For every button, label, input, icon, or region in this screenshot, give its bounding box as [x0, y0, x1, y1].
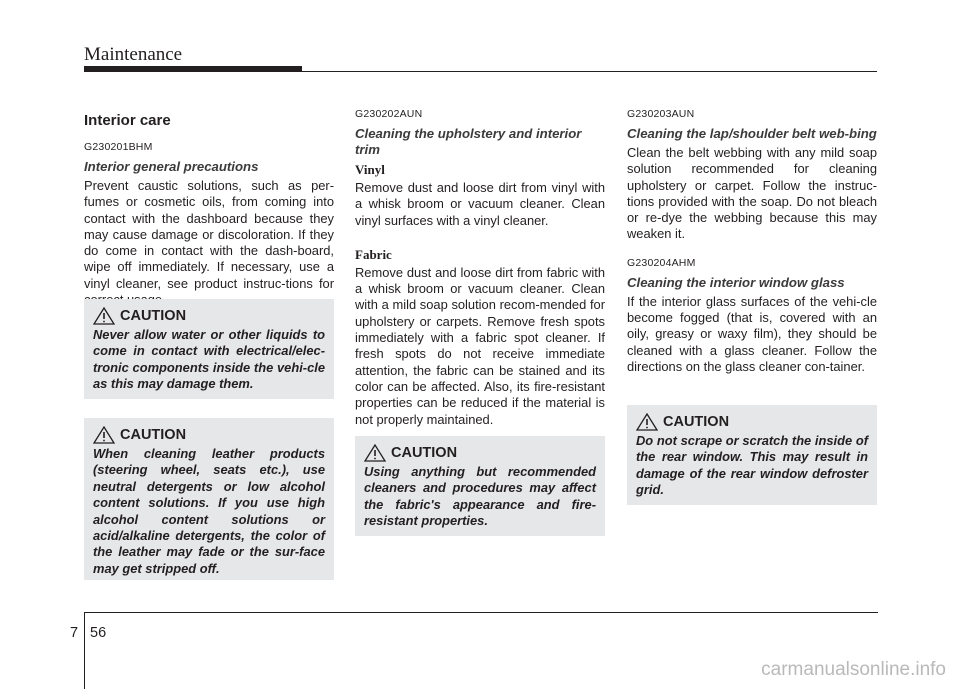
vinyl-label: Vinyl: [355, 162, 385, 177]
caution-title: [93, 426, 325, 444]
section-heading: Interior care: [84, 112, 171, 129]
subsection-heading: Interior general precautions: [84, 159, 259, 174]
footer-rule: [84, 612, 878, 613]
column-3: [627, 108, 877, 375]
page-title: Maintenance: [84, 44, 183, 65]
paragraph: Remove dust and loose dirt from vinyl with a whisk broom or vacuum cleaner. Clean vinyl surfaces with a vinyl cleaner.: [355, 180, 605, 228]
header-bar: [84, 66, 302, 72]
caution-label: CAUTION: [663, 414, 730, 430]
section-code: G230203AUN: [627, 108, 695, 120]
caution-box: [84, 299, 334, 399]
subsection-heading: Cleaning the lap/shoulder belt web-bing: [627, 126, 877, 141]
caution-box: [355, 436, 605, 536]
section-code: G230202AUN: [355, 108, 423, 120]
caution-text: Never allow water or other liquids to come in contact with electrical/elec-tronic components inside the vehi-cle as this may damage them.: [93, 327, 325, 392]
warning-icon: [93, 307, 115, 325]
subsection-heading: Cleaning the upholstery and interior trim: [355, 126, 582, 157]
column-2: [355, 108, 605, 428]
caution-text: Using anything but recommended cleaners and procedures may affect the fabric's appearance and fire-resistant properties.: [364, 464, 596, 529]
caution-title: [636, 413, 868, 431]
warning-icon: [93, 426, 115, 444]
chapter-number: 7: [70, 625, 79, 641]
warning-icon: [364, 444, 386, 462]
page-number: 56: [90, 625, 107, 641]
watermark: carmanualsonline.info: [761, 659, 946, 680]
caution-title: [93, 307, 325, 325]
paragraph: If the interior glass surfaces of the vehi-cle become fogged (that is, covered with an oily, greasy or waxy film), they should be cleaned with a glass cleaner. Follow the directions on the glass cleaner con-tainer.: [627, 293, 877, 374]
paragraph: Prevent caustic solutions, such as per-fumes or cosmetic oils, from coming into contact with the dashboard because they may cause damage or discoloration. If they do come in contact with the dash-board, wipe off immediately. If necessary, use a vinyl cleaner, see product instruc-tions for: [84, 178, 334, 291]
caution-box: [627, 405, 877, 505]
caution-label: CAUTION: [120, 427, 187, 443]
paragraph: Remove dust and loose dirt from fabric with a whisk broom or vacuum cleaner. Clean with a mild soap solution recom-mended for upholstery or carpets. Remove fresh spots immediately with a fabric spot cleaner. If fresh spots do not receive immediate attention, the fabric can be stained and its color can be affected. Also, its fire-resistant properties can be reduced if the material is not properly maintained.: [355, 264, 605, 427]
footer-separator: [84, 612, 85, 689]
caution-title: [364, 444, 596, 462]
section-code: G230201BHM: [84, 141, 153, 153]
column-1: [84, 108, 334, 308]
paragraph: Clean the belt webbing with any mild soap solution recommended for cleaning upholstery or carpet. Follow the instruc-tions provided with the soap. Do not bleach or re-dye the webbing because this may weaken it.: [627, 145, 877, 242]
warning-icon: [636, 413, 658, 431]
subsection-heading: Cleaning the interior window glass: [627, 274, 845, 290]
section-code: G230204AHM: [627, 256, 696, 269]
header-rule: [302, 71, 877, 72]
caution-box: [84, 418, 334, 580]
fabric-label: Fabric: [355, 246, 392, 262]
caution-label: CAUTION: [120, 308, 187, 324]
caution-label: CAUTION: [391, 445, 458, 461]
caution-text: Do not scrape or scratch the inside of the rear window. This may result in damage of the rear window defroster grid.: [636, 433, 868, 498]
caution-text: When cleaning leather products (steering wheel, seats etc.), use neutral detergents or low alcohol content solutions. If you use high alcohol content solutions or acid/alkaline detergents, the color of the leather may fade or the sur-face may get stripped off.: [93, 446, 325, 576]
